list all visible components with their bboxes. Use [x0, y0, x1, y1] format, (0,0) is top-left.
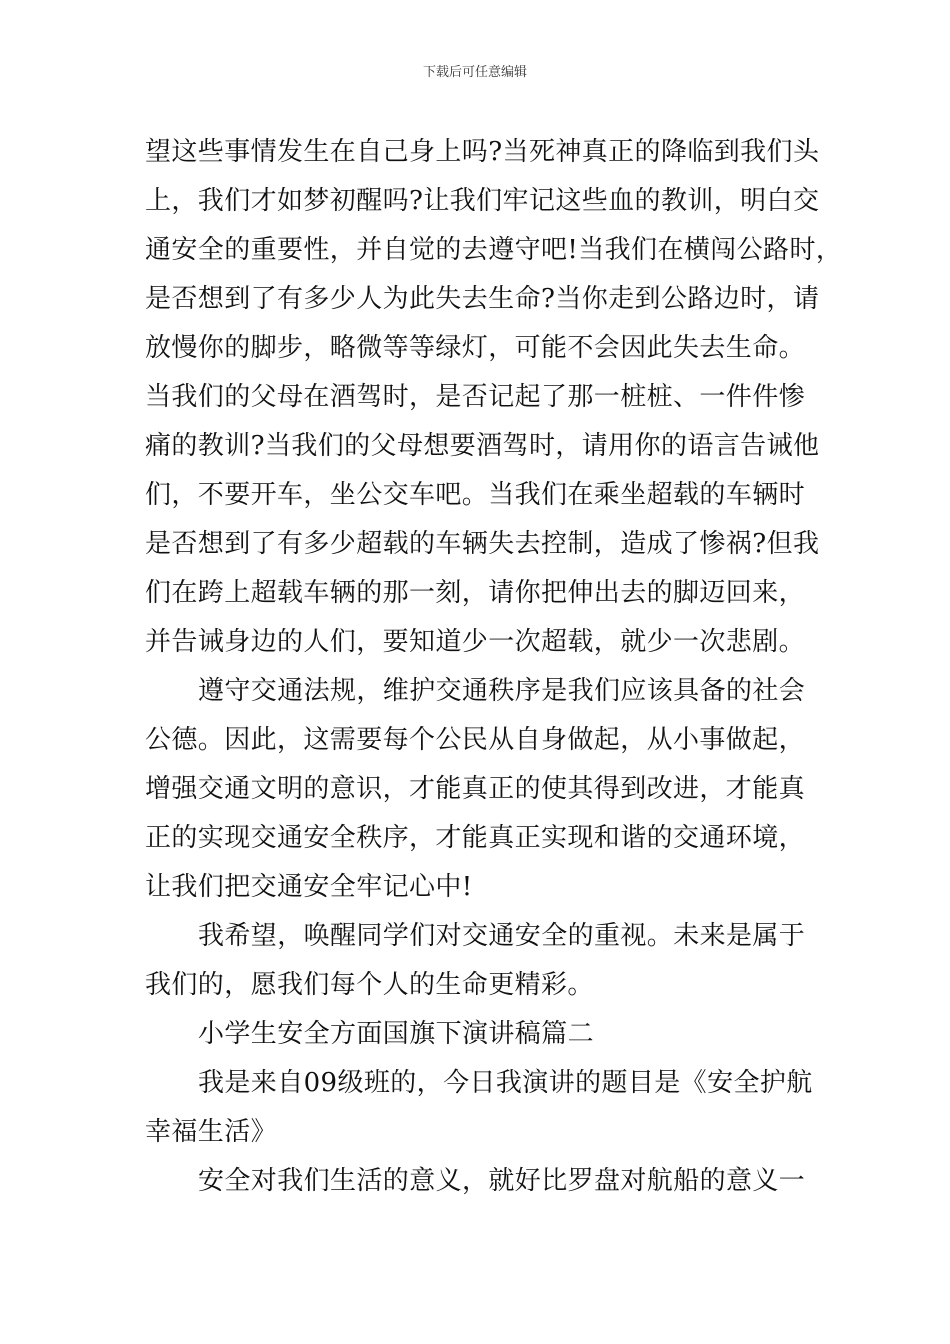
text-line: 让我们把交通安全牢记心中!	[145, 872, 473, 902]
text-line: 上，我们才如梦初醒吗?让我们牢记这些血的教训，明白交	[145, 186, 820, 216]
text-line: 增强交通文明的意识，才能真正的使其得到改进，才能真	[145, 774, 806, 804]
text-line: 痛的教训?当我们的父母想要酒驾时，请用你的语言告诫他	[145, 431, 820, 461]
text-line: 通安全的重要性，并自觉的去遵守吧!当我们在横闯公路时，	[145, 235, 843, 265]
paragraph-start: 我希望，唤醒同学们对交通安全的重视。未来是属于	[198, 921, 806, 951]
paragraph-start: 我是来自09级班的，今日我演讲的题目是《安全护航	[198, 1068, 813, 1098]
text-line: 望这些事情发生在自己身上吗?当死神真正的降临到我们头	[145, 137, 820, 167]
text-line: 正的实现交通安全秩序，才能真正实现和谐的交通环境，	[145, 823, 806, 853]
text-line: 放慢你的脚步，略微等等绿灯，可能不会因此失去生命。	[145, 333, 806, 363]
text-line: 我们的，愿我们每个人的生命更精彩。	[145, 970, 594, 1000]
text-line: 是否想到了有多少超载的车辆失去控制，造成了惨祸?但我	[145, 529, 820, 559]
paragraph-start: 遵守交通法规，维护交通秩序是我们应该具备的社会	[198, 676, 806, 706]
paragraph-start: 安全对我们生活的意义，就好比罗盘对航船的意义一	[198, 1166, 806, 1196]
text-line: 是否想到了有多少人为此失去生命?当你走到公路边时，请	[145, 284, 820, 314]
text-line: 幸福生活》	[145, 1117, 278, 1147]
section-heading: 小学生安全方面国旗下演讲稿篇二	[198, 1019, 595, 1049]
text-line: 当我们的父母在酒驾时，是否记起了那一桩桩、一件件惨	[145, 382, 806, 412]
page-header: 下载后可任意编辑	[422, 65, 527, 80]
text-line: 们在跨上超载车辆的那一刻，请你把伸出去的脚迈回来，	[145, 578, 806, 608]
text-line: 并告诫身边的人们，要知道少一次超载，就少一次悲剧。	[145, 627, 806, 657]
text-line: 公德。因此，这需要每个公民从自身做起，从小事做起，	[145, 725, 806, 755]
text-line: 们，不要开车，坐公交车吧。当我们在乘坐超载的车辆时	[145, 480, 806, 510]
document-body	[145, 128, 843, 1206]
